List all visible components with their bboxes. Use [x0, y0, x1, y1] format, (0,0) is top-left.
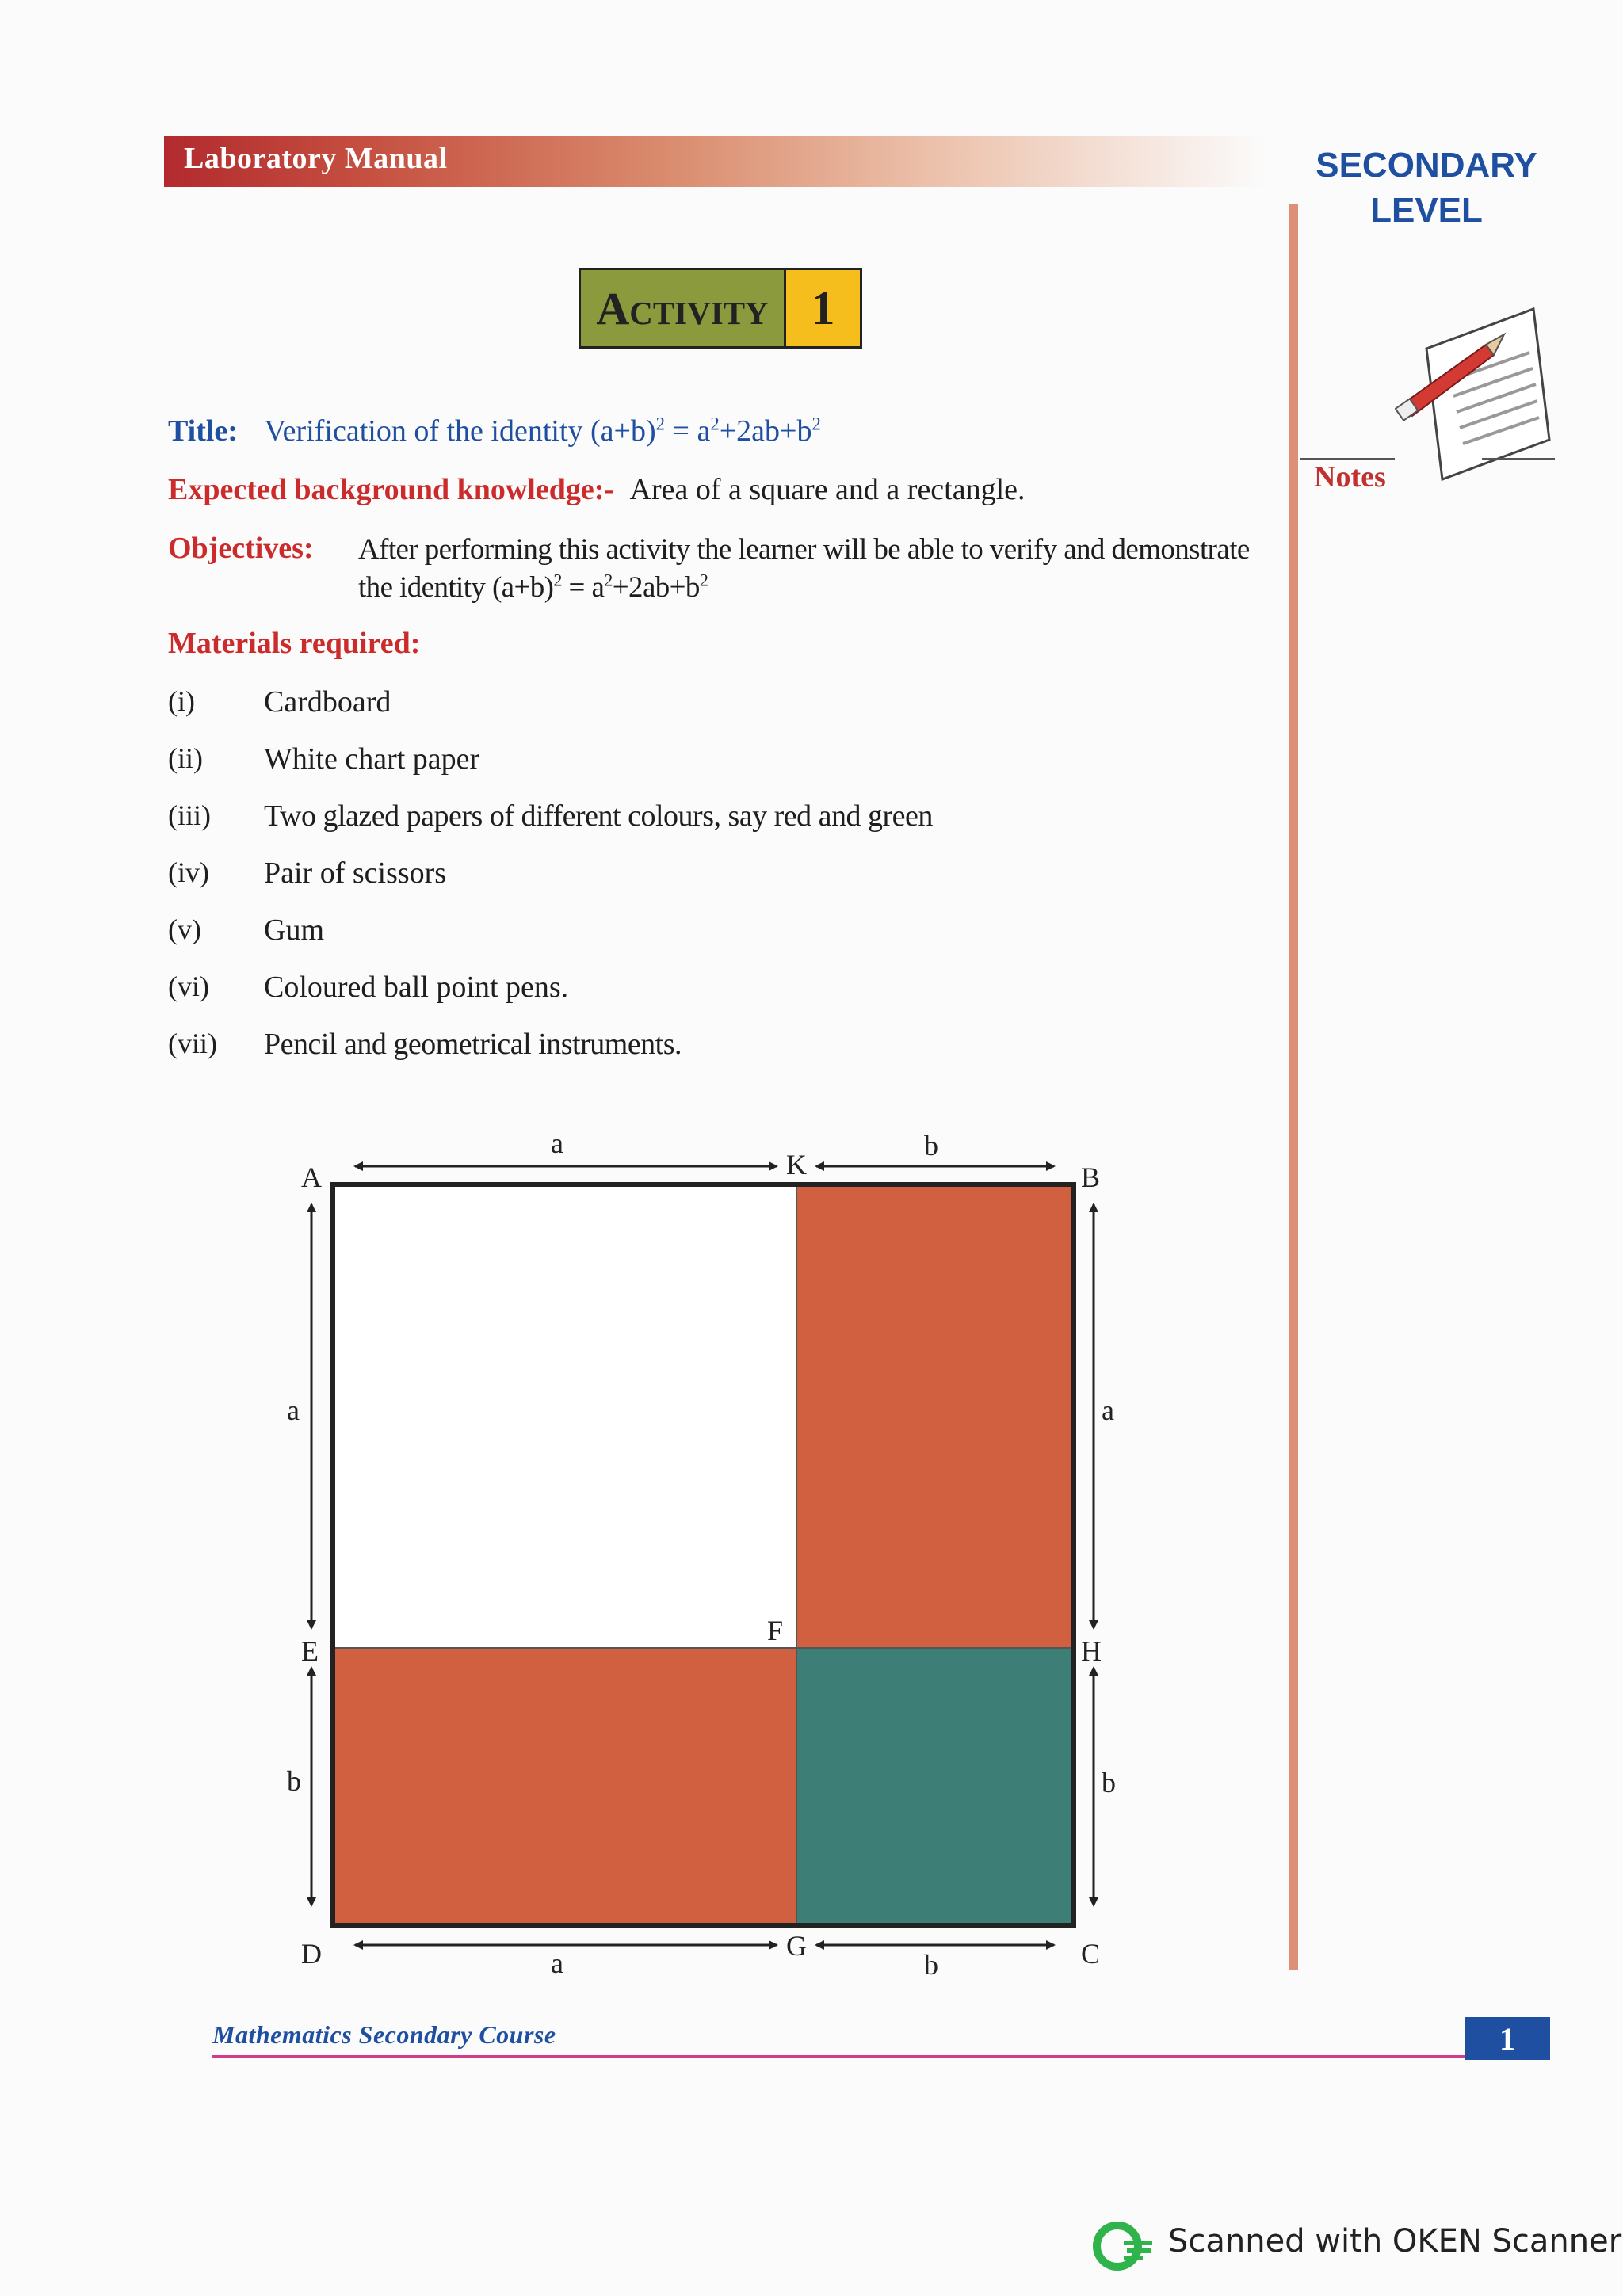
point-label-H: H — [1081, 1635, 1102, 1667]
point-label-F: F — [767, 1615, 784, 1646]
side-label-left-b: b — [287, 1765, 301, 1797]
background-label: Expected background knowledge:- — [168, 473, 615, 506]
title-mid: +2ab+b — [719, 414, 812, 448]
level-line-2: LEVEL — [1370, 191, 1483, 230]
background-text: Area of a square and a rectangle. — [629, 473, 1025, 506]
square-a-white — [333, 1184, 796, 1648]
side-label-bottom-b: b — [924, 1949, 938, 1981]
material-number: (ii) — [168, 742, 203, 774]
page-number: 1 — [1465, 2017, 1550, 2060]
notes-label: Notes — [1314, 460, 1386, 494]
side-label-top-b: b — [924, 1130, 938, 1161]
material-item: Gum — [264, 913, 324, 947]
point-label-D: D — [301, 1938, 322, 1970]
title-text — [264, 414, 820, 448]
identity-diagram — [269, 1117, 1125, 1989]
obj-mid: +2ab+b — [612, 571, 700, 604]
scanner-watermark: Scanned with OKEN Scanner — [1168, 2223, 1622, 2260]
notes-margin-rule — [1289, 204, 1298, 1970]
point-label-A: A — [301, 1161, 322, 1193]
obj-sup: 2 — [553, 570, 562, 590]
material-number: (vii) — [168, 1028, 217, 1059]
side-label-left-a: a — [287, 1394, 300, 1426]
activity-number: 1 — [786, 270, 860, 346]
obj-eq: = a — [561, 571, 605, 604]
side-label-right-a: a — [1102, 1394, 1114, 1426]
obj-pre: the identity (a+b) — [358, 571, 554, 604]
obj-sup: 2 — [699, 570, 708, 590]
point-label-G: G — [786, 1930, 807, 1962]
material-item: Two glazed papers of different colours, say red and green — [264, 799, 933, 833]
material-item: Cardboard — [264, 685, 391, 719]
title-row — [168, 414, 821, 448]
objectives-line-1: After performing this activity the learner will be able to verify and demonstrate — [358, 533, 1250, 566]
oken-scanner-logo-icon — [1092, 2218, 1155, 2274]
manual-title: Laboratory Manual — [184, 142, 448, 175]
obj-sup: 2 — [604, 570, 613, 590]
material-item: Pencil and geometrical instruments. — [264, 1028, 682, 1061]
title-label: Title: — [168, 414, 238, 448]
title-sup: 2 — [710, 414, 720, 434]
objectives-line-2 — [358, 569, 1285, 607]
level-label — [1300, 143, 1553, 233]
activity-badge — [579, 268, 862, 349]
material-number: (vi) — [168, 971, 209, 1002]
side-label-bottom-a: a — [551, 1947, 563, 1979]
point-label-K: K — [786, 1149, 807, 1180]
material-number: (i) — [168, 685, 195, 717]
title-sup: 2 — [812, 414, 821, 434]
point-label-B: B — [1081, 1161, 1101, 1193]
title-sup: 2 — [655, 414, 666, 434]
side-label-top-a: a — [551, 1127, 563, 1159]
material-number: (iv) — [168, 856, 209, 888]
footer-rule — [212, 2055, 1469, 2058]
material-item: Coloured ball point pens. — [264, 971, 569, 1004]
level-line-1: SECONDARY — [1316, 146, 1537, 185]
material-number: (iii) — [168, 799, 211, 831]
notepad-pencil-icon — [1395, 301, 1553, 483]
materials-heading: Materials required: — [168, 627, 421, 660]
material-item: Pair of scissors — [264, 856, 447, 890]
point-label-C: C — [1081, 1938, 1101, 1970]
title-text-main: Verification of the identity (a+b) — [264, 414, 656, 448]
square-b-green — [796, 1648, 1074, 1925]
background-row — [168, 472, 1025, 507]
rect-ab-bottom-left — [333, 1648, 796, 1925]
notes-rule-right — [1482, 458, 1555, 460]
material-number: (v) — [168, 913, 201, 945]
side-label-right-b: b — [1102, 1767, 1116, 1798]
point-label-E: E — [301, 1635, 319, 1667]
rect-ab-top-right — [796, 1184, 1074, 1648]
activity-word: Activity — [581, 270, 786, 346]
title-eq: = a — [665, 414, 711, 448]
course-name: Mathematics Secondary Course — [212, 2020, 556, 2049]
objectives-text — [358, 531, 1285, 607]
objectives-label — [168, 531, 314, 566]
objectives-label-text: Objectives: — [168, 532, 314, 565]
material-item: White chart paper — [264, 742, 480, 776]
